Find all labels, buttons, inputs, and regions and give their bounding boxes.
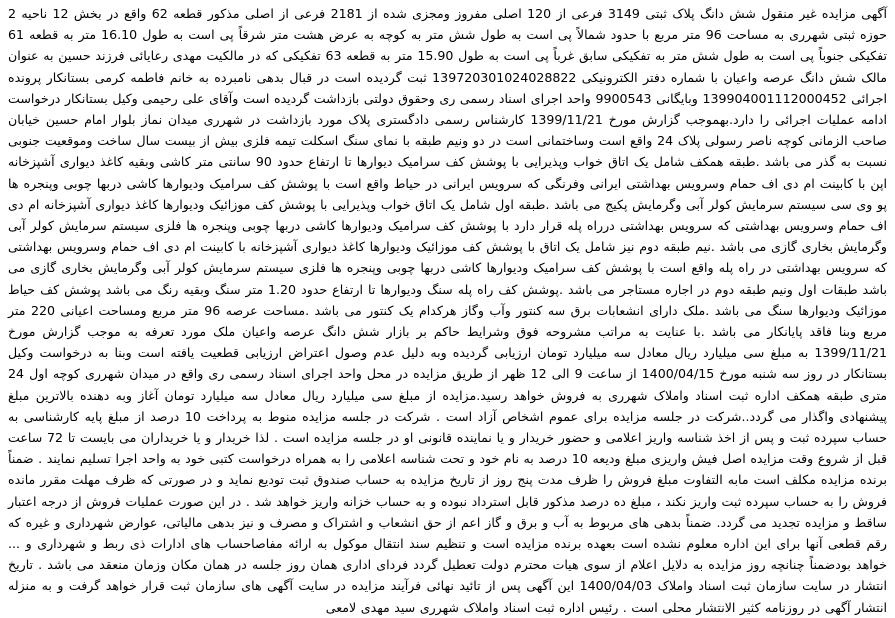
auction-notice-text: آگهی مزایده غیر منقول شش دانگ پلاک ثبتی 3149 فرعی از 120 اصلی مفروز ومجزی شده از 2181 فرعی از اصلی مذکور قطعه 62 واقع در بخش 12 ناحیه 2 حوزه ثبتی شهرری به مساحت 96 متر مربع با حدود شمالاً پی است به طول شش متر به کوچه به عرض هشت متر شرقاً پی است به طول 16.10 متر به قطعه 61 تفکیکی جنوباً پی است به طول شش متر به تفکیکی سابق غرباً پی است به طول 15.90 متر به قطعه 63 تفکیکی که در مالکیت مهدی رعایائی فرزند حسین به عنوان مالک شش دانگ عرصه واعیان با شماره دفتر الکترونیکی 139720301024028822 ثبت گردیده است در قبال بدهی نامبرده به خانم فاطمه کرمی بستانکار پرونده اجرائی 139904001112000452 وبایگانی 9900543 واحد اجرای اسناد رسمی ری وحقوق دولتی بازداشت گردیده است وآقای علی رحیمی وکیل بستانکار درخواست ادامه عملیات اجرائی را دارد.بهموجب گزارش مورخ 1399/11/21 کارشناس رسمی دادگستری پلاک مورد بازداشت در شهرری میدان نماز بلوار امام حسین خیابان صاحب الزمانی کوچه ناصر رسولی پلاک 24 واقع است وساختمانی است در دو ونیم طبقه با نمای سنگ اسکلت تیمه فلزی بیش از بیست سال ساخت وموقعیت جنوبی نسبت به گذر می باشد .طبقه همکف شامل یک اتاق خواب وپذیرایی با پوشش کف سرامیک دیوارها تا ارتفاع حدود 90 سانتی متر کاشی وبقیه کاغذ دیواری آشپزخانه اپن با کابینت ام دی اف حمام وسرویس بهداشتی ایرانی وفرنگی که سرویس ایرانی در حیاط واقع است با پوشش کف سرامیک ودیوارها کاشی دربها چوبی وپنجره ها پو وی سی سیستم سرمایش کولر آبی وگرمایش پکیج می باشد .طبقه اول شامل یک اتاق خواب وپذیرایی با پوشش کف موزائیک ودیوارها کاغذ دیواری آشپزخانه ام دی اف حمام وسرویس بهداشتی که سرویس بهداشتی درراه پله قرار دارد با پوشش کف سرامیک ودیوارها کاشی دربها چوبی وپنجره ها فلزی سیستم سرمایش کولر آبی وگرمایش بخاری گازی می باشد .نیم طبقه دوم نیز شامل یک اتاق با پوشش کف موزائیک ودیوارها کاغذ دیواری آشپزخانه با کابینت ام دی اف حمام وسرویس بهداشتی که سرویس بهداشتی در راه پله واقع است با پوشش کف سرامیک ودیوارها کاشی دربها چوبی وپنجره ها فلزی سیستم سرمایش کولر آبی وگرمایش بخاری گازی می باشد طبقات اول ونیم طبقه دوم در اجاره مستاجر می باشد .پوشش کف راه پله سنگ ودیوارها تا ارتفاع حدود 1.20 متر سنگ وبقیه رنگ می باشد پوشش کف حیاط موزائیک ودیوارها سنگ می باشد .ملک دارای انشعابات برق سه کنتور وآب وگاز هرکدام یک کنتور می باشد .مساحت عرصه 96 متر مربع ومساحت اعیانی 220 متر مربع وبنا فاقد پایانکار می باشد .با عنایت به مراتب مشروحه فوق وشرایط حاکم بر بازار شش دانگ عرصه واعیان ملک مورد تعرفه به موجب گزارش مورخ 1399/11/21 به مبلغ سی میلیارد ریال معادل سه میلیارد تومان ارزیابی گردیده وبه دلیل عدم وصول اعتراض ارزیابی قطعیت یافته است وبنا به درخواست وکیل بستانکار در روز سه شنبه مورخ 1400/04/15 از ساعت 9 الی 12 ظهر از طریق مزایده در محل واحد اجرای اسناد رسمی ری واقع در میدان شهرری کوچه اول 24 متری طبقه همکف اداره ثبت اسناد واملاک شهرری به فروش خواهد رسید.مزایده از مبلغ سی میلیارد ریال معادل سه میلیارد تومان آغاز وبه دهنده بالاترین مبلغ پیشنهادی واگذار می گردد..شرکت در جلسه مزایده برای عموم اشخاص آزاد است . شرکت در جلسه مزایده منوط به پرداخت 10 درصد از مبلغ پایه کارشناسی به حساب سپرده ثبت و پس از اخذ شناسه واریز اعلامی و حضور خریدار و یا نماینده قانونی او در جلسه مزایده است . لذا خریدار و یا خریداران می بایست تا 72 ساعت قبل از شروع وقت مزایده اصل فیش واریزی مبلغ ودیعه 10 درصد به نام خود و تحت شناسه اعلامی را به همراه درخواست کتبی خود به واحد اجرا تسلیم نمایند . ضمناً برنده مزایده مکلف است مابه التفاوت مبلغ فروش را ظرف مدت پنج روز از تاریخ مزایده به حساب صندوق ثبت تودیع نماید و در صورتی که ظرف مهلت مقرر مانده فروش را به حساب سپرده ثبت واریز نکند ، مبلغ ده درصد مذکور قابل استرداد نبوده و به حساب خزانه واریز خواهد شد . در این صورت عملیات فروش از درجه اعتبار ساقط و مزایده تجدید می گردد. ضمناً بدهی های مربوط به آب و برق و گاز اعم از حق انشعاب و اشتراک و مصرف و نیز بدهی مالیاتی، عوارض شهرداری و غیره که رقم قطعی آنها برای این اداره معلوم نشده است بعهده برنده مزایده است و تنظیم سند انتقال موکول به ارائه مفاصاحساب های ادارات ذی ربط و شهرداری و ... خواهد بودضمناً چنانچه روز مزایده به دلایل اعلام از سوی هیات محترم دولت تعطیل گردد فردای اداری همان روز جلسه در همان مکان وزمان منعقد می باشد . تاریخ انتشار در سایت سازمان ثبت اسناد واملاک 1400/04/03 این آگهی پس از تائید نهائی فرآیند مزایده در سایت آگهی های سازمان ثبت قرار خواهد گرفت و به منزله انتشار آگهی در روزنامه کثیر الانتشار محلی است . رئیس اداره ثبت اسناد واملاک شهرری سید مهدی لامعی (8, 6, 888, 615)
